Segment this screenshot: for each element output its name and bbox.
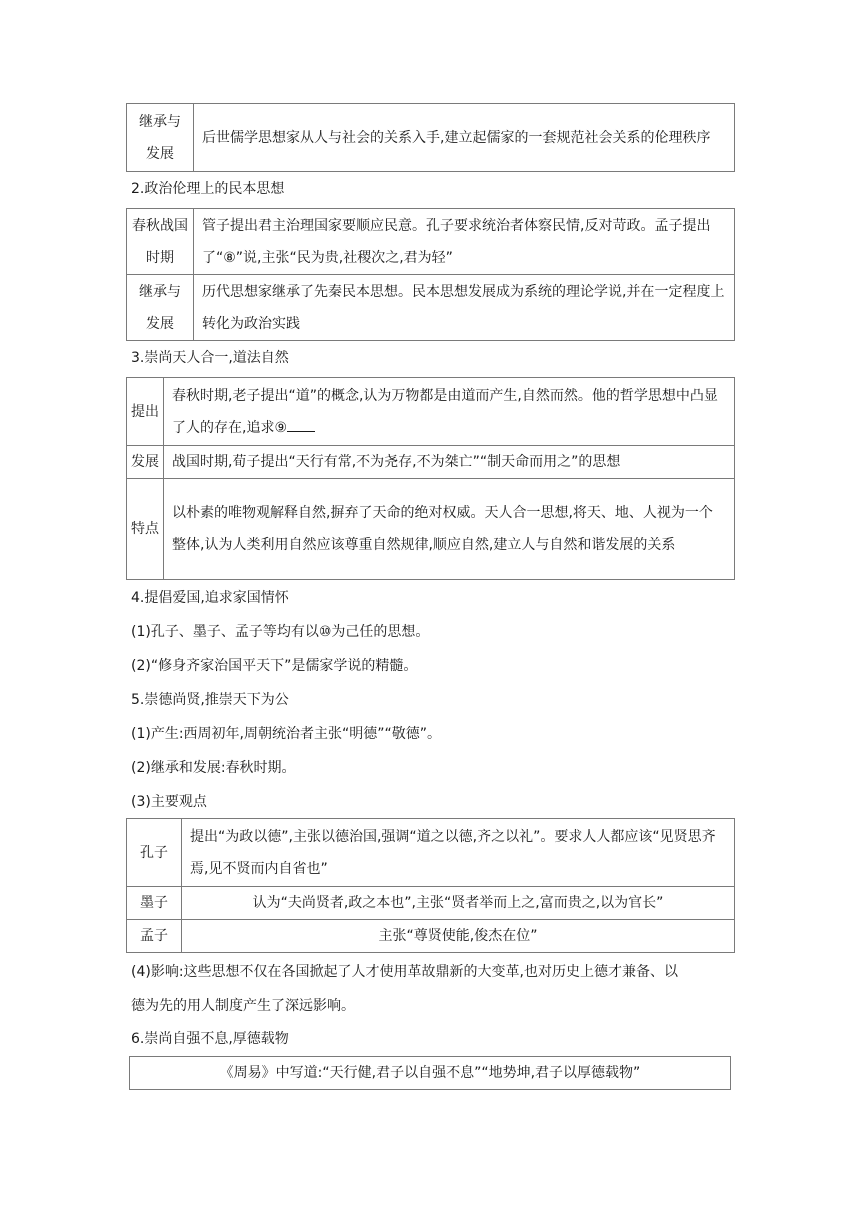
list-item: (3)主要观点 bbox=[131, 794, 207, 810]
section-5-title: 5.崇德尚贤,推崇天下为公 bbox=[131, 692, 289, 708]
table-row bbox=[127, 446, 735, 479]
row-label: 提出 bbox=[127, 378, 164, 446]
table-row bbox=[130, 1057, 731, 1090]
answer-blank bbox=[287, 417, 315, 432]
label-text: 继承与发展 bbox=[139, 283, 181, 332]
list-item: (2)继承和发展:春秋时期。 bbox=[131, 760, 296, 776]
row-content: 以朴素的唯物观解释自然,摒弃了天命的绝对权威。天人合一思想,将天、地、人视为一个整体,认为人类利用自然应该尊重自然规律,顺应自然,建立人与自然和谐发展的关系 bbox=[164, 479, 735, 580]
quote-cell: 《周易》中写道:“天行健,君子以自强不息”“地势坤,君子以厚德载物” bbox=[130, 1057, 731, 1090]
table-viewpoints bbox=[126, 818, 735, 953]
row-label: 特点 bbox=[127, 479, 164, 580]
row-text: 春秋时期,老子提出“道”的概念,认为万物都是由道而产生,自然而然。他的哲学思想中凸显了人的存在,追求⑨ bbox=[172, 387, 718, 436]
row-content: 战国时期,荀子提出“天行有常,不为尧存,不为桀亡”“制天命而用之”的思想 bbox=[164, 446, 735, 479]
row-label bbox=[127, 209, 194, 275]
row-label bbox=[127, 275, 194, 341]
table-zhouyi bbox=[129, 1056, 731, 1090]
table-tianren bbox=[126, 377, 735, 580]
section-2-title: 2.政治伦理上的民本思想 bbox=[131, 181, 285, 197]
table-row bbox=[127, 887, 735, 920]
label-text: 春秋战国时期 bbox=[132, 217, 188, 266]
impact-line-2: 德为先的用人制度产生了深远影响。 bbox=[131, 998, 355, 1014]
table-row bbox=[127, 275, 735, 341]
row-label: 孟子 bbox=[127, 920, 182, 953]
table-row bbox=[127, 378, 735, 446]
row-label: 孔子 bbox=[127, 819, 182, 887]
row-content: 认为“夫尚贤者,政之本也”,主张“贤者举而上之,富而贵之,以为官长” bbox=[182, 887, 735, 920]
row-content: 提出“为政以德”,主张以德治国,强调“道之以德,齐之以礼”。要求人人都应该“见贤思齐焉,见不贤而内自省也” bbox=[182, 819, 735, 887]
list-item: (1)产生:西周初年,周朝统治者主张“明德”“敬德”。 bbox=[131, 726, 442, 742]
row-content bbox=[164, 378, 735, 446]
impact-line-1: (4)影响:这些思想不仅在各国掀起了人才使用革故鼎新的大变革,也对历史上德才兼备、以 bbox=[131, 964, 678, 980]
row-label: 发展 bbox=[127, 446, 164, 479]
section-4-title: 4.提倡爱国,追求家国情怀 bbox=[131, 590, 289, 606]
row-content: 主张“尊贤使能,俊杰在位” bbox=[182, 920, 735, 953]
row-content: 历代思想家继承了先秦民本思想。民本思想发展成为系统的理论学说,并在一定程度上转化为政治实践 bbox=[194, 275, 735, 341]
section-6-title: 6.崇尚自强不息,厚德载物 bbox=[131, 1031, 289, 1047]
row-label bbox=[127, 104, 194, 172]
table-row bbox=[127, 920, 735, 953]
row-content: 后世儒学思想家从人与社会的关系入手,建立起儒家的一套规范社会关系的伦理秩序 bbox=[194, 104, 735, 172]
table-inheritance bbox=[126, 103, 735, 172]
row-label: 墨子 bbox=[127, 887, 182, 920]
section-3-title: 3.崇尚天人合一,道法自然 bbox=[131, 350, 289, 366]
table-minben bbox=[126, 208, 735, 341]
label-text: 继承与发展 bbox=[139, 113, 181, 162]
list-item: (2)“修身齐家治国平天下”是儒家学说的精髓。 bbox=[131, 658, 418, 674]
table-row bbox=[127, 209, 735, 275]
table-row bbox=[127, 479, 735, 580]
table-row bbox=[127, 104, 735, 172]
table-row bbox=[127, 819, 735, 887]
list-item: (1)孔子、墨子、孟子等均有以⑩为己任的思想。 bbox=[131, 624, 430, 640]
row-content: 管子提出君主治理国家要顺应民意。孔子要求统治者体察民情,反对苛政。孟子提出了“⑧”说,主张“民为贵,社稷次之,君为轻” bbox=[194, 209, 735, 275]
